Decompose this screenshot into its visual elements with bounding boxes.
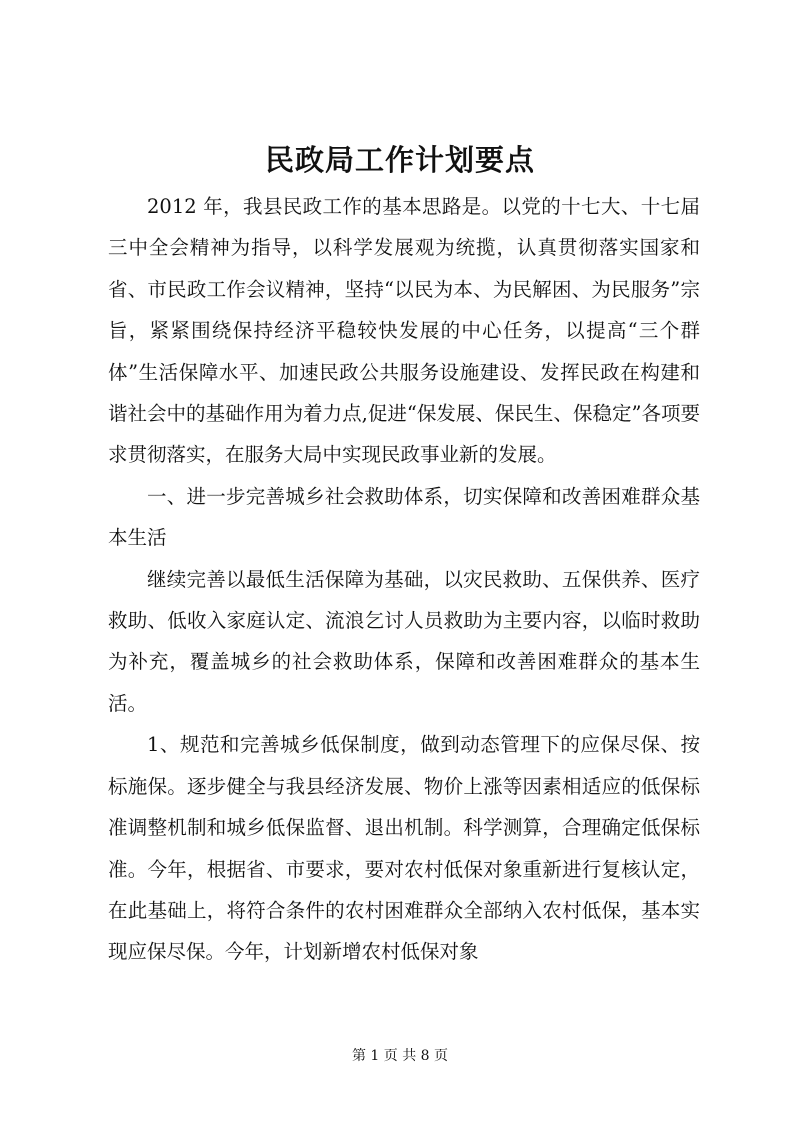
- paragraph-section-body: 继续完善以最低生活保障为基础，以灾民救助、五保供养、医疗救助、低收入家庭认定、流浪乞讨人员救助为主要内容，以临时救助为补充，覆盖城乡的社会救助体系，保障和改善困难群众的基本生活。: [108, 567, 700, 715]
- paragraph-item-1: 1、规范和完善城乡低保制度，做到动态管理下的应保尽保、按标施保。逐步健全与我县经济发展、物价上涨等因素相适应的低保标准调整机制和城乡低保监督、退出机制。科学测算，合理确定低保标准。今年，根据省、市要求，要对农村低保对象重新进行复核认定，在此基础上，将符合条件的农村困难群众全部纳入农村低保，基本实现应保尽保。今年，计划新增农村低保对象: [108, 733, 700, 964]
- document-title: 民政局工作计划要点: [264, 143, 535, 177]
- paragraph-intro: 2012 年，我县民政工作的基本思路是。以党的十七大、十七届三中全会精神为指导，以科学发展观为统揽，认真贯彻落实国家和省、市民政工作会议精神，坚持“以民为本、为民解困、为民服务”宗旨，紧紧围绕保持经济平稳较快发展的中心任务，以提高“三个群体”生活保障水平、加速民政公共服务设施建设、发挥民政在构建和谐社会中的基础作用为着力点,促进“保发展、保民生、保稳定”各项要求贯彻落实，在服务大局中实现民政事业新的发展。: [108, 195, 700, 467]
- page-footer: 第 1 页 共 8 页: [351, 1048, 449, 1064]
- document-body: [108, 186, 700, 973]
- paragraph-section-heading: 一、进一步完善城乡社会救助体系，切实保障和改善困难群众基本生活: [108, 484, 700, 550]
